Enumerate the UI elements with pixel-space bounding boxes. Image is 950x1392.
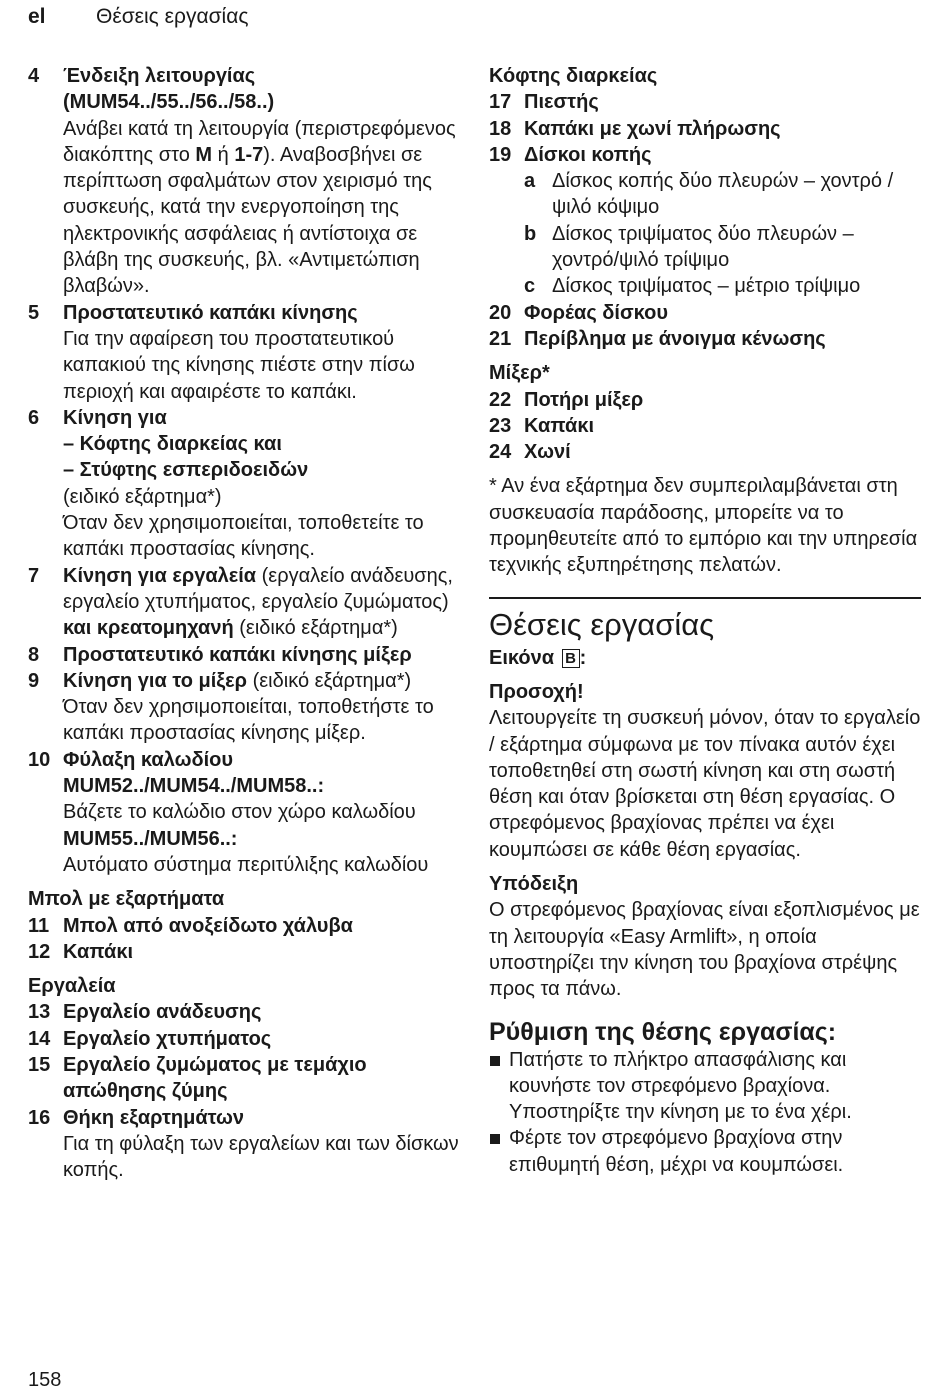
item-number: 4 <box>28 65 40 87</box>
item-number: 10 <box>28 748 51 771</box>
square-bullet-icon <box>490 1134 500 1144</box>
item-note: (ειδικό εξάρτημα*) <box>63 485 222 508</box>
left-column <box>28 63 468 1183</box>
list-item-5 <box>28 300 468 405</box>
sub-item-a <box>489 168 921 221</box>
list-item-20 <box>489 300 921 326</box>
item-title: Πιεστής <box>524 91 599 114</box>
item-title: Ποτήρι μίξερ <box>524 388 644 411</box>
item-number: 24 <box>489 441 512 464</box>
item-title: Δίσκοι κοπής <box>524 143 652 166</box>
model-label: MUM55../MUM56..: <box>63 827 238 850</box>
model-label: MUM52../MUM54../MUM58..: <box>63 775 325 798</box>
list-item-15 <box>28 1052 468 1105</box>
item-title: Φύλαξη καλωδίου <box>63 748 234 771</box>
item-body: Βάζετε το καλώδιο στον χώρο καλωδίου <box>63 801 416 824</box>
list-item-24 <box>489 439 921 465</box>
list-item-17 <box>489 89 921 115</box>
item-number: 14 <box>28 1027 51 1050</box>
instruction-text: Φέρτε τον στρεφόμενο βραχίονα στην επιθυμητή θέση, μέχρι να κουμπώσει. <box>509 1127 844 1176</box>
hint-body: Ο στρεφόμενος βραχίονας είναι εξοπλισμένος με τη λειτουργία «Easy Armlift», η οποία υποστηρίζει την κίνηση του βραχίονα στρέψης προς τα πάνω. <box>489 899 920 1001</box>
list-item-12 <box>28 939 468 965</box>
section-divider <box>489 597 921 599</box>
list-item-23 <box>489 413 921 439</box>
list-item-16 <box>28 1105 468 1184</box>
item-body: Ανάβει κατά τη λειτουργία (περιστρεφόμενος διακόπτης στο M ή 1-7). Αναβοσβήνει σε περίπτωση σφαλμάτων στον χειρισμό της συσκευής, κατά την ενεργοποίηση της ηλεκτρονικής ασφάλειας ή αντίστοιχα σε βλάβη της συσκευής, βλ. «Αντιμετώπιση βλαβών». <box>63 117 456 298</box>
item-number: 9 <box>28 669 40 692</box>
list-item-19 <box>489 142 921 168</box>
sub-item-text: Δίσκος τριψίματος δύο πλευρών – χοντρό/ψιλό τρίψιμο <box>552 222 854 272</box>
item-number: 17 <box>489 91 512 114</box>
subsection-title: Ρύθμιση της θέσης εργασίας: <box>489 1017 837 1046</box>
item-title: Κίνηση για το μίξερ (ειδικό εξάρτημα*) <box>63 669 412 692</box>
sub-item-letter: c <box>524 275 536 298</box>
list-item-21 <box>489 326 921 352</box>
group-heading-tools: Εργαλεία <box>28 975 116 998</box>
caution-body: Λειτουργείτε τη συσκευή μόνον, όταν το εργαλείο / εξάρτημα σύμφωνα με τον πίνακα αυτόν έχει τοποθετηθεί στη σωστή κίνηση και στη σωστή θέση και όταν βρίσκεται στη θέση εργασίας. Ο στρεφόμενος βραχίονας πρέπει να έχει κουμπώσει σε κάθε θέση εργασίας. <box>489 707 921 861</box>
instruction-text: Πατήστε το πλήκτρο απασφάλισης και κουνήστε τον στρεφόμενο βραχίονα. Υποστηρίξτε την κίνηση με το ένα χέρι. <box>509 1048 852 1124</box>
item-title: Καπάκι με χωνί πλήρωσης <box>524 117 781 140</box>
item-number: 8 <box>28 643 40 666</box>
item-title: Καπάκι <box>63 940 134 963</box>
list-item-10 <box>28 747 468 878</box>
item-number: 15 <box>28 1053 51 1076</box>
page-number: 158 <box>28 1369 62 1391</box>
hint-title: Υπόδειξη <box>489 873 579 896</box>
item-title: Καπάκι <box>524 414 595 437</box>
list-item-18 <box>489 116 921 142</box>
item-title: Θήκη εξαρτημάτων <box>63 1106 245 1129</box>
item-body: Για την αφαίρεση του προστατευτικού καπακιού της κίνησης πιέστε στην πίσω περιοχή και αφαιρέστε το καπάκι. <box>63 327 415 403</box>
list-item-6 <box>28 405 468 563</box>
running-title: Θέσεις εργασίας <box>96 5 249 28</box>
right-column <box>489 63 921 1178</box>
item-title: Εργαλείο ανάδευσης <box>63 1001 262 1024</box>
sub-item-letter: a <box>524 170 536 193</box>
item-number: 13 <box>28 1001 51 1024</box>
item-title: Χωνί <box>524 441 571 464</box>
list-item-22 <box>489 387 921 413</box>
group-heading-mixer: Μίξερ* <box>489 362 550 385</box>
item-number: 5 <box>28 301 40 324</box>
page-header <box>28 5 249 29</box>
list-item-11 <box>28 913 468 939</box>
sub-item-b <box>489 221 921 274</box>
sub-item-text: Δίσκος κοπής δύο πλευρών – χοντρό / ψιλό κόψιμο <box>552 170 894 219</box>
item-number: 6 <box>28 406 40 429</box>
list-item-7 <box>28 563 468 642</box>
item-number: 18 <box>489 117 512 140</box>
sub-item-c <box>489 273 921 299</box>
item-title: Περίβλημα με άνοιγμα κένωσης <box>524 327 826 350</box>
item-number: 22 <box>489 388 512 411</box>
item-number: 12 <box>28 940 51 963</box>
item-body: Για τη φύλαξη των εργαλείων και των δίσκων κοπής. <box>63 1132 459 1182</box>
item-number: 11 <box>28 914 50 937</box>
item-title: Ένδειξη λειτουργίας (MUM54../55../56../58..) <box>63 65 275 114</box>
figure-reference: Εικόνα B : <box>489 646 587 669</box>
item-title: Κίνηση για <box>63 406 167 429</box>
item-number: 16 <box>28 1106 51 1129</box>
item-number: 21 <box>489 327 512 350</box>
caution-title: Προσοχή! <box>489 680 584 703</box>
list-item-13 <box>28 999 468 1025</box>
sub-item-text: Δίσκος τριψίματος – μέτριο τρίψιμο <box>552 275 861 298</box>
item-title: Φορέας δίσκου <box>524 301 668 324</box>
list-item-14 <box>28 1026 468 1052</box>
item-title: Μπολ από ανοξείδωτο χάλυβα <box>63 914 353 937</box>
item-number: 23 <box>489 414 512 437</box>
square-bullet-icon <box>490 1056 500 1066</box>
item-body: Όταν δεν χρησιμοποιείται, τοποθετήστε το καπάκι προστασίας κίνησης μίξερ. <box>63 696 434 745</box>
footnote: * Αν ένα εξάρτημα δεν συμπεριλαμβάνεται στη συσκευασία παράδοσης, μπορείτε να το προμηθευτείτε από το εμπόριο και την υπηρεσία τεχνικής εξυπηρέτησης πελατών. <box>489 475 918 577</box>
item-title: Προστατευτικό καπάκι κίνησης μίξερ <box>63 643 412 666</box>
item-number: 19 <box>489 143 512 166</box>
list-item-4 <box>28 63 468 300</box>
item-title-line: – Στύφτης εσπεριδοειδών <box>63 459 309 482</box>
item-body: Κίνηση για εργαλεία (εργαλείο ανάδευσης, εργαλείο χτυπήματος, εργαλείο ζυμώματος) και κρεατομηχανή (ειδικό εξάρτημα*) <box>63 564 453 640</box>
sub-item-letter: b <box>524 222 537 245</box>
item-number: 20 <box>489 301 512 324</box>
item-body: Αυτόματο σύστημα περιτύλιξης καλωδίου <box>63 853 429 876</box>
group-heading-cutter: Κόφτης διαρκείας <box>489 65 658 87</box>
item-title-line: – Κόφτης διαρκείας και <box>63 433 282 456</box>
language-code: el <box>28 5 46 28</box>
group-heading-bowl: Μπολ με εξαρτήματα <box>28 888 225 911</box>
item-title: Προστατευτικό καπάκι κίνησης <box>63 301 358 324</box>
item-body: Όταν δεν χρησιμοποιείται, τοποθετείτε το καπάκι προστασίας κίνησης. <box>63 512 424 561</box>
figure-letter-box: B <box>562 649 580 668</box>
item-title: Εργαλείο χτυπήματος <box>63 1027 272 1050</box>
list-item-8 <box>28 642 468 668</box>
list-item-9 <box>28 668 468 747</box>
section-title: Θέσεις εργασίας <box>489 606 715 642</box>
item-title: Εργαλείο ζυμώματος με τεμάχιο απώθησης ζύμης <box>63 1053 367 1103</box>
item-number: 7 <box>28 564 40 587</box>
instruction-step <box>489 1047 921 1126</box>
instruction-step <box>489 1125 921 1178</box>
